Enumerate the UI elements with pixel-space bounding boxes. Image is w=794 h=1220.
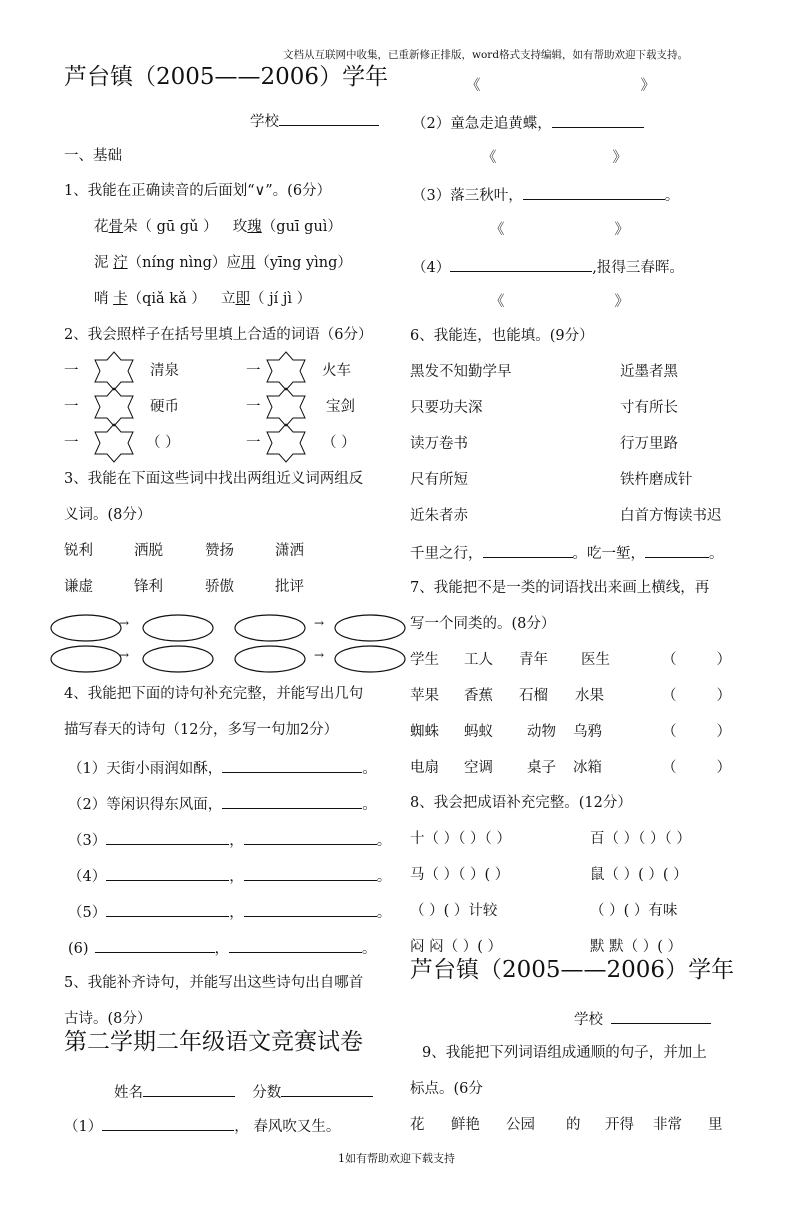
question-5a: 5、我能补齐诗句，并能写出这些诗句出自哪首 bbox=[64, 975, 364, 991]
name-score-row: 姓名 分数 bbox=[114, 1081, 373, 1103]
question-1: 1、我能在正确读音的后面划“∨”。(6分） bbox=[64, 183, 332, 199]
q7-word[interactable]: 苹果 bbox=[410, 688, 439, 704]
q7-word[interactable]: 蚂蚁 bbox=[464, 724, 493, 740]
poem-line-6: (6) ， 。 bbox=[68, 937, 377, 959]
idiom-item[interactable]: 十（ ）（ ）（ ） bbox=[410, 831, 511, 847]
q6-right-item[interactable]: 近墨者黑 bbox=[620, 364, 678, 380]
q3-word: 批评 bbox=[275, 579, 304, 595]
question-3a: 3、我能在下面这些词中找出两组近义词两组反 bbox=[64, 471, 364, 487]
q6-left-item[interactable]: 黑发不知勤学早 bbox=[410, 364, 512, 380]
q3-word: 谦虚 bbox=[64, 579, 93, 595]
q7-answer-paren[interactable]: （ ） bbox=[662, 724, 731, 740]
q6-right-item[interactable]: 白首方悔读书迟 bbox=[620, 508, 722, 524]
q6-right-item[interactable]: 铁杵磨成针 bbox=[620, 472, 693, 488]
book-title-brackets: 《 》 bbox=[490, 222, 629, 238]
q9-word[interactable]: 公园 bbox=[506, 1117, 535, 1133]
q2-word-3: 硬币 bbox=[150, 399, 179, 415]
arrow-icon: → bbox=[119, 616, 130, 630]
q1-row-3: 哨 卡（qiǎ kǎ ） 立即（ jí jì ） bbox=[94, 291, 312, 307]
poem-blank[interactable] bbox=[106, 901, 229, 917]
q3-ellipse[interactable] bbox=[51, 646, 121, 672]
question-7a: 7、我能把不是一类的词语找出来画上横线，再 bbox=[410, 580, 710, 596]
star-blank-5[interactable] bbox=[92, 422, 136, 464]
q7-word[interactable]: 水果 bbox=[575, 688, 604, 704]
poem-line-3: （3） ， 。 bbox=[68, 829, 391, 851]
q9-word[interactable]: 鲜艳 bbox=[451, 1117, 480, 1133]
book-title-brackets: 《 》 bbox=[482, 150, 627, 166]
q7-answer-paren[interactable]: （ ） bbox=[662, 688, 731, 704]
arrow-icon: → bbox=[119, 648, 130, 662]
q5-line-3: （3）落三秋叶， 。 bbox=[412, 184, 679, 206]
question-4a: 4、我能把下面的诗句补充完整，并能写出几句 bbox=[64, 686, 364, 702]
poem-line-4: （4） ， 。 bbox=[68, 865, 391, 887]
question-3b: 义词。(8分） bbox=[64, 507, 152, 523]
q7-word[interactable]: 医生 bbox=[581, 652, 610, 668]
idiom-item[interactable]: 闷 闷（ ）( ） bbox=[410, 939, 502, 955]
q7-word[interactable]: 青年 bbox=[519, 652, 548, 668]
q9-word[interactable]: 的 bbox=[566, 1117, 581, 1133]
poem-blank[interactable] bbox=[95, 937, 215, 953]
q3-ellipse[interactable] bbox=[143, 646, 213, 672]
school-field-right: 学校 bbox=[574, 1008, 711, 1030]
poem-blank[interactable] bbox=[244, 865, 377, 881]
section-basics: 一、基础 bbox=[64, 148, 122, 164]
q2-paren-1[interactable]: （ ） bbox=[146, 435, 180, 451]
idiom-item[interactable]: （ ）( ）有味 bbox=[590, 903, 678, 919]
q6-fill-row: 千里之行， 。吃一堑， 。 bbox=[410, 542, 724, 564]
poem-blank[interactable] bbox=[102, 1115, 234, 1131]
arrow-icon: → bbox=[314, 648, 325, 662]
q3-ellipse[interactable] bbox=[235, 646, 305, 672]
footer-note: 1如有帮助欢迎下载支持 bbox=[338, 1152, 455, 1165]
name-blank[interactable] bbox=[143, 1081, 235, 1097]
idiom-item[interactable]: 百（ ）（ ）（ ） bbox=[590, 831, 691, 847]
q2-word-1: 清泉 bbox=[150, 363, 179, 379]
idiom-item[interactable]: 鼠（ ）( ）( ） bbox=[590, 867, 688, 883]
q6-right-item[interactable]: 行万里路 bbox=[620, 436, 678, 452]
q3-word: 赞扬 bbox=[205, 543, 234, 559]
q6-left-item[interactable]: 读万卷书 bbox=[410, 436, 468, 452]
poem-blank[interactable] bbox=[244, 901, 377, 917]
q7-word[interactable]: 石榴 bbox=[519, 688, 548, 704]
arrow-icon: → bbox=[314, 616, 325, 630]
book-title-brackets: 《 》 bbox=[466, 78, 655, 94]
question-9b: 标点。(6分 bbox=[410, 1081, 483, 1097]
poem-blank[interactable] bbox=[222, 757, 362, 773]
poem-line-2: （2）等闲识得东风面， 。 bbox=[68, 793, 377, 815]
question-5b: 古诗。(8分） bbox=[64, 1011, 152, 1027]
idiom-item[interactable]: （ ）( ）计较 bbox=[410, 903, 498, 919]
q7-answer-paren[interactable]: （ ） bbox=[662, 760, 731, 776]
question-4b: 描写春天的诗句（12分，多写一句加2分） bbox=[64, 722, 339, 738]
q3-word: 骄傲 bbox=[205, 579, 234, 595]
q3-word: 锐利 bbox=[64, 543, 93, 559]
q5-line-1: （1） ， 春风吹又生。 bbox=[64, 1115, 340, 1137]
exam-title: 芦台镇（2005——2006）学年 bbox=[64, 64, 389, 90]
q7-word[interactable]: 蜘蛛 bbox=[410, 724, 439, 740]
q7-word[interactable]: 动物 bbox=[527, 724, 556, 740]
header-note: 文档从互联网中收集，已重新修正排版，word格式支持编辑，如有帮助欢迎下载支持。 bbox=[283, 49, 689, 61]
poem-blank[interactable] bbox=[222, 793, 362, 809]
question-2: 2、我会照样子在括号里填上合适的词语（6分） bbox=[64, 327, 373, 343]
q6-left-item[interactable]: 尺有所短 bbox=[410, 472, 468, 488]
q3-word: 潇洒 bbox=[275, 543, 304, 559]
score-blank[interactable] bbox=[281, 1081, 373, 1097]
idiom-blank[interactable] bbox=[645, 542, 709, 558]
poem-blank[interactable] bbox=[523, 184, 665, 200]
q7-answer-paren[interactable]: （ ） bbox=[662, 652, 731, 668]
school-label: 学校 bbox=[250, 114, 279, 130]
q7-word[interactable]: 工人 bbox=[464, 652, 493, 668]
q9-word[interactable]: 开得 bbox=[605, 1117, 634, 1133]
q7-word[interactable]: 电扇 bbox=[410, 760, 439, 776]
q7-word[interactable]: 学生 bbox=[410, 652, 439, 668]
q9-word[interactable]: 非常 bbox=[653, 1117, 682, 1133]
q3-ellipse[interactable] bbox=[335, 615, 405, 641]
poem-blank[interactable] bbox=[229, 937, 362, 953]
q3-word: 洒脱 bbox=[134, 543, 163, 559]
poem-blank[interactable] bbox=[106, 829, 229, 845]
poem-line-5: （5） ， 。 bbox=[68, 901, 391, 923]
q9-word[interactable]: 花 bbox=[410, 1117, 425, 1133]
poem-blank[interactable] bbox=[106, 865, 229, 881]
q3-ellipse-grid bbox=[50, 612, 410, 676]
q3-ellipse[interactable] bbox=[235, 615, 305, 641]
q6-left-item[interactable]: 只要功夫深 bbox=[410, 400, 483, 416]
school-blank[interactable] bbox=[279, 110, 379, 126]
q1-row-2: 泥 泞（níng nìng）应用（yīng yìng） bbox=[94, 255, 352, 271]
school-blank[interactable] bbox=[611, 1008, 711, 1024]
q5-line-4: （4） ,报得三春晖。 bbox=[412, 256, 684, 278]
idiom-item[interactable]: 马（ ）（ ）( ） bbox=[410, 867, 510, 883]
q1-row-1: 花骨朵（ gū gǔ ） 玫瑰（guī guì） bbox=[94, 219, 342, 235]
idiom-item[interactable]: 默 默（ ）( ） bbox=[590, 939, 682, 955]
q9-word[interactable]: 里 bbox=[708, 1117, 723, 1133]
school-field bbox=[250, 110, 379, 132]
q3-ellipse[interactable] bbox=[143, 615, 213, 641]
q7-word[interactable]: 桌子 bbox=[527, 760, 556, 776]
poem-blank[interactable] bbox=[244, 829, 377, 845]
poem-blank[interactable] bbox=[450, 256, 592, 272]
poem-blank[interactable] bbox=[552, 112, 644, 128]
q6-left-item[interactable]: 近朱者赤 bbox=[410, 508, 468, 524]
question-7b: 写一个同类的。(8分） bbox=[410, 616, 556, 632]
poem-line-1: （1）天街小雨润如酥， 。 bbox=[68, 757, 377, 779]
q6-right-item[interactable]: 寸有所长 bbox=[620, 400, 678, 416]
q7-word[interactable]: 香蕉 bbox=[464, 688, 493, 704]
exam-title-repeat: 芦台镇（2005——2006）学年 bbox=[410, 957, 735, 983]
star-blank-6[interactable] bbox=[264, 422, 308, 464]
question-6: 6、我能连，也能填。(9分） bbox=[410, 328, 594, 344]
idiom-blank[interactable] bbox=[483, 542, 573, 558]
question-9a: 9、我能把下列词语组成通顺的句子，并加上 bbox=[422, 1045, 707, 1061]
q7-word[interactable]: 乌鸦 bbox=[573, 724, 602, 740]
q3-ellipse[interactable] bbox=[51, 615, 121, 641]
q5-line-2: （2）童急走追黄蝶， bbox=[412, 112, 644, 134]
q3-ellipse[interactable] bbox=[335, 646, 405, 672]
q7-word[interactable]: 空调 bbox=[464, 760, 493, 776]
q3-word: 锋利 bbox=[134, 579, 163, 595]
exam-subtitle: 第二学期二年级语文竞赛试卷 bbox=[64, 1029, 363, 1055]
question-8: 8、我会把成语补充完整。(12分） bbox=[410, 795, 632, 811]
q2-word-2: 火车 bbox=[322, 363, 351, 379]
book-title-brackets: 《 》 bbox=[490, 294, 629, 310]
q2-paren-2[interactable]: （ ） bbox=[322, 435, 356, 451]
q7-word[interactable]: 冰箱 bbox=[573, 760, 602, 776]
q2-word-4: 宝剑 bbox=[326, 399, 355, 415]
